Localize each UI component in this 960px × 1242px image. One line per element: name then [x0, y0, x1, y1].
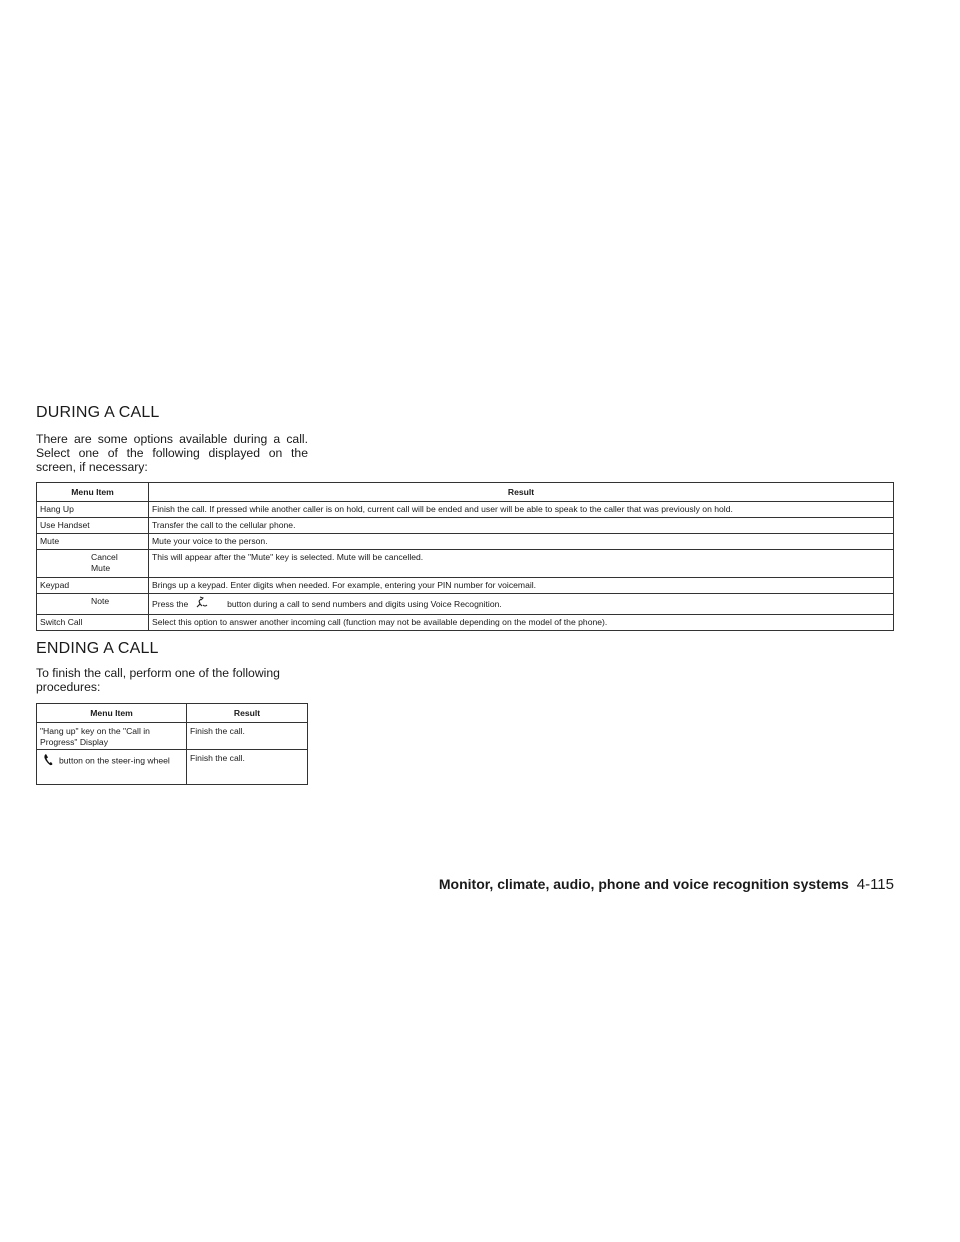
result-cell	[149, 594, 894, 615]
table-row	[37, 578, 894, 594]
talk-voice-icon	[195, 596, 209, 613]
result-prefix: Press the	[152, 598, 189, 609]
menu-item-text: Cancel Mute	[91, 552, 118, 573]
menu-item-cell: Mute	[37, 534, 149, 550]
table-row	[37, 518, 894, 534]
table-row	[37, 615, 894, 631]
result-cell: Select this option to answer another incoming call (function may not be available depending on the model of the phone).	[149, 615, 894, 631]
menu-item-header: Menu Item	[37, 704, 187, 723]
menu-item-cell-sub	[37, 550, 149, 578]
ending-call-heading: ENDING A CALL	[36, 640, 159, 657]
menu-item-cell: Keypad	[37, 578, 149, 594]
result-cell: Finish the call. If pressed while another caller is on hold, current call will be ended and user will be able to speak to the caller that was previously on hold.	[149, 502, 894, 518]
menu-item-cell: Use Handset	[37, 518, 149, 534]
menu-item-cell: "Hang up" key on the "Call in Progress" Display	[37, 723, 187, 750]
ending-call-table	[36, 703, 308, 785]
page-footer	[439, 876, 894, 893]
table-row	[37, 534, 894, 550]
result-cell: Finish the call.	[187, 723, 308, 750]
result-cell: This will appear after the "Mute" key is selected. Mute will be cancelled.	[149, 550, 894, 578]
during-call-heading: DURING A CALL	[36, 404, 160, 421]
footer-section-title: Monitor, climate, audio, phone and voice recognition systems	[438, 876, 849, 892]
table-header-row	[37, 704, 308, 723]
table-header-row	[37, 483, 894, 502]
during-call-table	[36, 482, 894, 631]
page-number: 4-115	[856, 876, 894, 893]
result-header: Result	[187, 704, 308, 723]
menu-item-cell: Hang Up	[37, 502, 149, 518]
result-cell: Finish the call.	[187, 750, 308, 785]
table-row	[37, 594, 894, 615]
menu-item-cell: Switch Call	[37, 615, 149, 631]
phone-hang-up-icon	[43, 753, 53, 769]
ending-call-intro: To finish the call, perform one of the following procedures:	[36, 666, 280, 694]
menu-item-cell-sub: Note	[37, 594, 149, 615]
table-row	[37, 550, 894, 578]
menu-item-text: button on the steer-ing wheel	[59, 755, 170, 766]
result-cell: Mute your voice to the person.	[149, 534, 894, 550]
table-row	[37, 502, 894, 518]
menu-item-header: Menu Item	[37, 483, 149, 502]
menu-item-cell	[37, 750, 187, 785]
result-cell: Brings up a keypad. Enter digits when needed. For example, entering your PIN number for voicemail.	[149, 578, 894, 594]
result-header: Result	[149, 483, 894, 502]
result-suffix: button during a call to send numbers and digits using Voice Recognition.	[227, 598, 502, 609]
table-row	[37, 750, 308, 785]
table-row	[37, 723, 308, 750]
during-call-intro: There are some options available during a call. Select one of the following displayed on the screen, if necessary:	[36, 432, 308, 474]
result-cell: Transfer the call to the cellular phone.	[149, 518, 894, 534]
